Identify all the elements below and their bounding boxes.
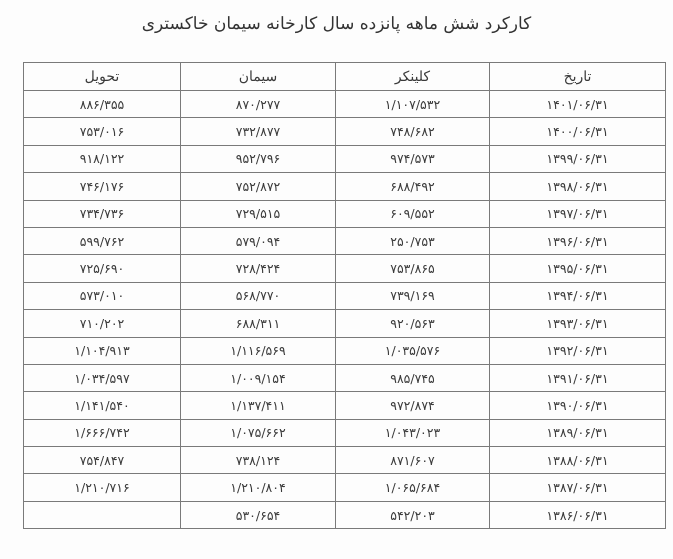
table-row [24,310,666,337]
cell-date: ۱۳۹۷/۰۶/۳۱ [490,200,666,227]
cell-date: ۱۳۹۳/۰۶/۳۱ [490,310,666,337]
document-title: کارکرد شش ماهه پانزده سال کارخانه سیمان خاکستری [141,14,532,34]
cell-delivery: ۱/۱۰۴/۹۱۳ [24,337,181,364]
cell-date: ۱۳۹۱/۰۶/۳۱ [490,364,666,391]
cell-delivery: ۱/۱۴۱/۵۴۰ [24,392,181,419]
cell-clinker: ۵۴۲/۲۰۳ [336,501,490,528]
cell-delivery: ۱/۰۳۴/۵۹۷ [24,364,181,391]
cell-date: ۱۳۸۷/۰۶/۳۱ [490,474,666,501]
table-row [24,200,666,227]
cell-date: ۱۳۹۸/۰۶/۳۱ [490,173,666,200]
cell-date: ۱۴۰۱/۰۶/۳۱ [490,91,666,118]
cell-clinker: ۱/۰۳۵/۵۷۶ [336,337,490,364]
cell-cement: ۸۷۰/۲۷۷ [181,91,336,118]
cell-clinker: ۱/۰۶۵/۶۸۴ [336,474,490,501]
cell-date: ۱۳۹۰/۰۶/۳۱ [490,392,666,419]
cell-date: ۱۳۹۵/۰۶/۳۱ [490,255,666,282]
cell-delivery: ۵۷۳/۰۱۰ [24,282,181,309]
cell-cement: ۹۵۲/۷۹۶ [181,145,336,172]
cell-cement: ۷۳۲/۸۷۷ [181,118,336,145]
cell-delivery: ۷۵۴/۸۴۷ [24,447,181,474]
cell-date: ۱۳۸۹/۰۶/۳۱ [490,419,666,446]
table-row [24,145,666,172]
cell-clinker: ۹۲۰/۵۶۳ [336,310,490,337]
table-row [24,227,666,254]
cell-clinker: ۸۷۱/۶۰۷ [336,447,490,474]
cell-cement: ۵۷۹/۰۹۴ [181,227,336,254]
production-table [23,62,666,529]
cell-delivery: ۵۹۹/۷۶۲ [24,227,181,254]
cell-delivery: ۷۱۰/۲۰۲ [24,310,181,337]
table-row [24,392,666,419]
cell-cement: ۱/۱۳۷/۴۱۱ [181,392,336,419]
cell-cement: ۱/۲۱۰/۸۰۴ [181,474,336,501]
cell-delivery: ۸۸۶/۳۵۵ [24,91,181,118]
cell-delivery: ۷۲۵/۶۹۰ [24,255,181,282]
cell-date: ۱۳۹۲/۰۶/۳۱ [490,337,666,364]
table-row [24,447,666,474]
cell-date: ۱۴۰۰/۰۶/۳۱ [490,118,666,145]
cell-delivery: ۱/۶۶۶/۷۴۲ [24,419,181,446]
cell-cement: ۵۳۰/۶۵۴ [181,501,336,528]
table-row [24,255,666,282]
table-row [24,91,666,118]
cell-date: ۱۳۹۶/۰۶/۳۱ [490,227,666,254]
cell-delivery: ۹۱۸/۱۲۲ [24,145,181,172]
table-row [24,364,666,391]
cell-delivery [24,501,181,528]
column-header-delivery: تحویل [24,63,181,91]
cell-cement: ۷۲۸/۴۲۴ [181,255,336,282]
column-header-cement: سیمان [181,63,336,91]
cell-cement: ۱/۰۰۹/۱۵۴ [181,364,336,391]
cell-delivery: ۷۳۴/۷۳۶ [24,200,181,227]
table-row [24,173,666,200]
table-row [24,501,666,528]
cell-clinker: ۷۵۳/۸۶۵ [336,255,490,282]
cell-clinker: ۹۷۲/۸۷۴ [336,392,490,419]
cell-clinker: ۱/۰۴۳/۰۲۳ [336,419,490,446]
cell-clinker: ۷۴۸/۶۸۲ [336,118,490,145]
cell-delivery: ۷۵۳/۰۱۶ [24,118,181,145]
cell-clinker: ۶۸۸/۴۹۲ [336,173,490,200]
column-header-clinker: کلینکر [336,63,490,91]
cell-clinker: ۹۷۴/۵۷۳ [336,145,490,172]
cell-clinker: ۱/۱۰۷/۵۳۲ [336,91,490,118]
table-row [24,337,666,364]
table-row [24,419,666,446]
cell-cement: ۶۸۸/۳۱۱ [181,310,336,337]
cell-cement: ۵۶۸/۷۷۰ [181,282,336,309]
cell-delivery: ۱/۲۱۰/۷۱۶ [24,474,181,501]
table-header-row [24,63,666,91]
cell-clinker: ۶۰۹/۵۵۲ [336,200,490,227]
table-row [24,282,666,309]
cell-cement: ۷۳۸/۱۲۴ [181,447,336,474]
table-row [24,474,666,501]
cell-date: ۱۳۹۹/۰۶/۳۱ [490,145,666,172]
cell-cement: ۱/۱۱۶/۵۶۹ [181,337,336,364]
table-row [24,118,666,145]
cell-date: ۱۳۹۴/۰۶/۳۱ [490,282,666,309]
column-header-date: تاریخ [490,63,666,91]
cell-clinker: ۷۳۹/۱۶۹ [336,282,490,309]
cell-cement: ۷۵۲/۸۷۲ [181,173,336,200]
cell-date: ۱۳۸۶/۰۶/۳۱ [490,501,666,528]
cell-delivery: ۷۴۶/۱۷۶ [24,173,181,200]
cell-date: ۱۳۸۸/۰۶/۳۱ [490,447,666,474]
cell-clinker: ۹۸۵/۷۴۵ [336,364,490,391]
cell-cement: ۷۲۹/۵۱۵ [181,200,336,227]
cell-clinker: ۲۵۰/۷۵۳ [336,227,490,254]
cell-cement: ۱/۰۷۵/۶۶۲ [181,419,336,446]
